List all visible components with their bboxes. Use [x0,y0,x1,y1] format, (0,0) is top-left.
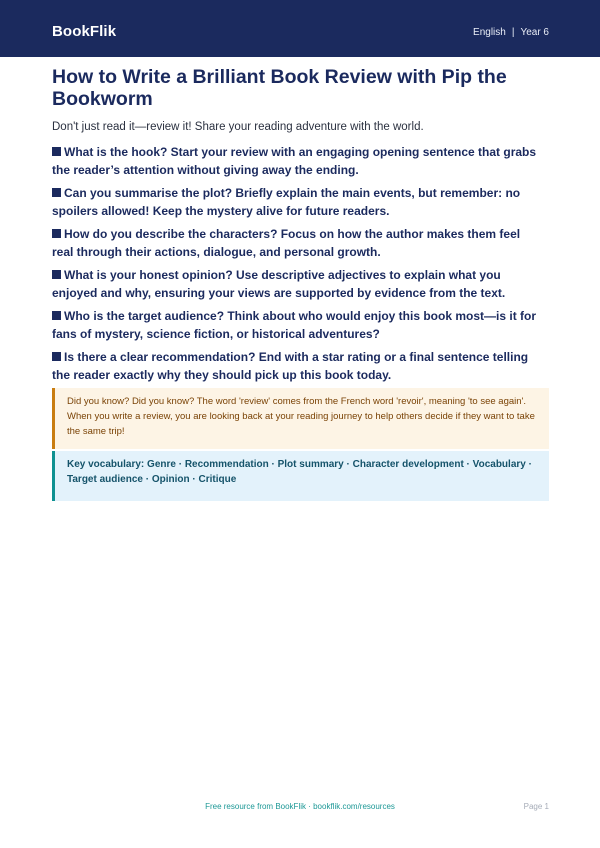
list-item-text: Who is the target audience? Think about who would enjoy this book most—is it for fans of mystery, science fiction, or historical adventures? [52,309,537,341]
square-bullet-icon [52,352,61,361]
square-bullet-icon [52,188,61,197]
list-item-text: Is there a clear recommendation? End with a star rating or a final sentence telling the reader exactly why they should pick up this book today. [52,350,529,382]
list-item [52,143,542,179]
list-item-text: How do you describe the characters? Focus on how the author makes them feel real through their actions, dialogue, and personal growth. [52,227,521,259]
year-label: Year 6 [520,27,549,38]
page-number: Page 1 [523,802,549,811]
square-bullet-icon [52,147,61,156]
square-bullet-icon [52,270,61,279]
list-item [52,307,542,343]
page-subtitle: Don't just read it—review it! Share your reading adventure with the world. [52,121,424,133]
subject-label: English [473,27,506,38]
list-item [52,184,542,220]
did-you-know-box [52,388,549,449]
list-item-text: What is your honest opinion? Use descriptive adjectives to explain what you enjoyed and why, ensuring your views are supported by evidence from the text. [52,268,506,300]
list-item-text: Can you summarise the plot? Briefly explain the main events, but remember: no spoilers allowed! Keep the mystery alive for future readers. [52,186,521,218]
key-vocabulary-box [52,451,549,501]
footer-resource-link[interactable]: Free resource from BookFlik · bookflik.com/resources [205,802,395,811]
list-item [52,266,542,302]
separator: | [511,27,515,38]
question-list [52,143,542,389]
did-you-know-text: Did you know? Did you know? The word 'review' comes from the French word 'revoir', meaning 'to see again'. When you write a review, you are looking back at your reading journey to help others decide if they want to take the same trip! [67,396,535,437]
brand-logo[interactable]: BookFlik [52,23,117,40]
square-bullet-icon [52,311,61,320]
square-bullet-icon [52,229,61,238]
list-item [52,225,542,261]
page-title: How to Write a Brilliant Book Review with Pip the Bookworm [52,66,507,110]
header-bar [0,0,600,57]
list-item-text: What is the hook? Start your review with an engaging opening sentence that grabs the reader’s attention without giving away the ending. [52,145,537,177]
list-item [52,348,542,384]
subject-year-label [473,27,549,38]
key-vocabulary-text: Key vocabulary: Genre · Recommendation · Plot summary · Character development · Vocabulary · Target audience · Opinion · Critique [67,459,532,485]
